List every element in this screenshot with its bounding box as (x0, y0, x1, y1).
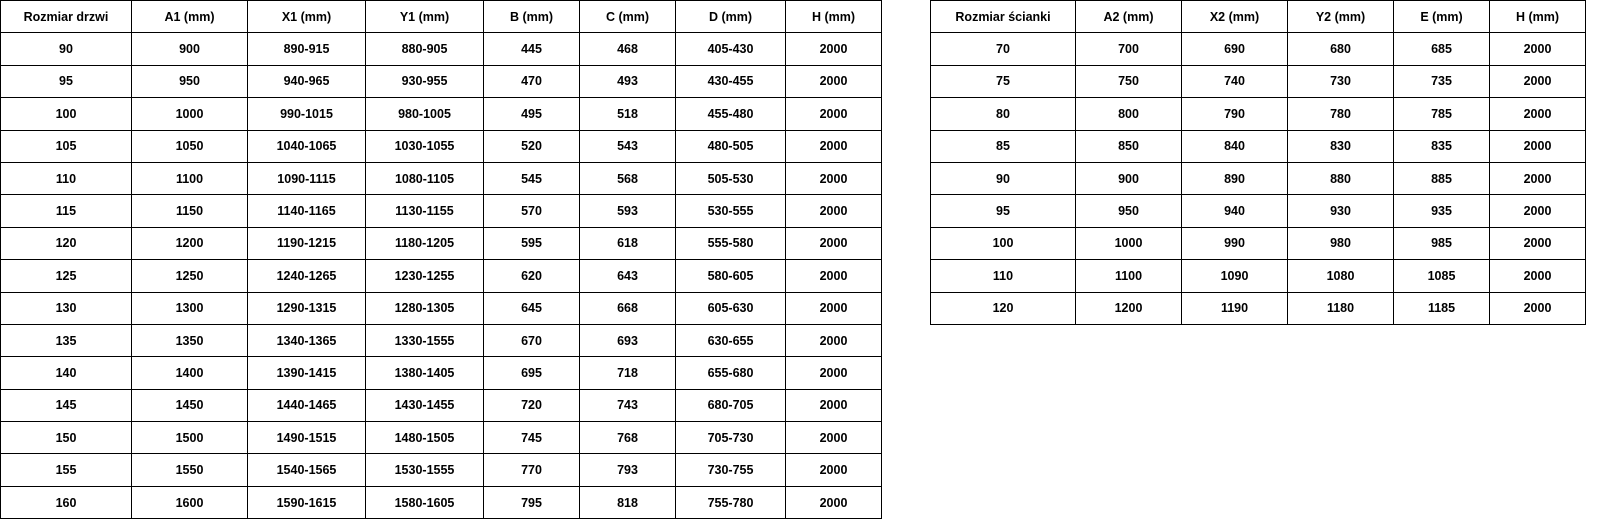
cell: 2000 (786, 98, 882, 130)
cell: 470 (484, 65, 580, 97)
cell: 480-505 (676, 130, 786, 162)
table-row (1, 195, 882, 227)
cell: 593 (580, 195, 676, 227)
cell: 1230-1255 (366, 260, 484, 292)
cell: 570 (484, 195, 580, 227)
cell: 2000 (786, 389, 882, 421)
column-header-x1: X1 (mm) (248, 1, 366, 33)
cell: 1180 (1288, 292, 1394, 324)
cell: 85 (931, 130, 1076, 162)
cell: 1530-1555 (366, 454, 484, 486)
column-header-h: H (mm) (786, 1, 882, 33)
cell: 930 (1288, 195, 1394, 227)
cell: 518 (580, 98, 676, 130)
cell: 1350 (132, 324, 248, 356)
cell: 680 (1288, 33, 1394, 65)
cell: 2000 (786, 454, 882, 486)
cell: 818 (580, 486, 676, 518)
cell: 120 (1, 227, 132, 259)
cell: 115 (1, 195, 132, 227)
cell: 950 (132, 65, 248, 97)
cell: 2000 (786, 292, 882, 324)
cell: 890 (1182, 162, 1288, 194)
column-header-a2: A2 (mm) (1076, 1, 1182, 33)
column-header-h: H (mm) (1490, 1, 1586, 33)
cell: 2000 (1490, 130, 1586, 162)
cell: 935 (1394, 195, 1490, 227)
cell: 595 (484, 227, 580, 259)
column-header-c: C (mm) (580, 1, 676, 33)
cell: 745 (484, 422, 580, 454)
table-row (931, 33, 1586, 65)
cell: 1200 (1076, 292, 1182, 324)
cell: 700 (1076, 33, 1182, 65)
cell: 2000 (1490, 162, 1586, 194)
table-row (1, 292, 882, 324)
column-header-x2: X2 (mm) (1182, 1, 1288, 33)
cell: 793 (580, 454, 676, 486)
column-header-b: B (mm) (484, 1, 580, 33)
cell: 1085 (1394, 260, 1490, 292)
cell: 2000 (1490, 98, 1586, 130)
cell: 2000 (786, 227, 882, 259)
cell: 750 (1076, 65, 1182, 97)
cell: 90 (1, 33, 132, 65)
table-header-row (931, 1, 1586, 33)
table-row (1, 227, 882, 259)
cell: 2000 (786, 162, 882, 194)
cell: 105 (1, 130, 132, 162)
cell: 950 (1076, 195, 1182, 227)
cell: 2000 (786, 130, 882, 162)
cell: 2000 (1490, 227, 1586, 259)
cell: 2000 (786, 357, 882, 389)
cell: 643 (580, 260, 676, 292)
cell: 100 (931, 227, 1076, 259)
column-header-rozmiar-drzwi: Rozmiar drzwi (1, 1, 132, 33)
cell: 1500 (132, 422, 248, 454)
cell: 885 (1394, 162, 1490, 194)
cell: 1440-1465 (248, 389, 366, 421)
cell: 2000 (786, 195, 882, 227)
cell: 95 (1, 65, 132, 97)
cell: 1490-1515 (248, 422, 366, 454)
table-row (931, 260, 1586, 292)
cell: 110 (1, 162, 132, 194)
cell: 2000 (786, 33, 882, 65)
cell: 2000 (786, 324, 882, 356)
cell: 1130-1155 (366, 195, 484, 227)
cell: 990 (1182, 227, 1288, 259)
cell: 430-455 (676, 65, 786, 97)
walls-dimensions-table-container (930, 0, 1586, 325)
cell: 690 (1182, 33, 1288, 65)
cell: 990-1015 (248, 98, 366, 130)
cell: 880-905 (366, 33, 484, 65)
cell: 795 (484, 486, 580, 518)
cell: 840 (1182, 130, 1288, 162)
cell: 718 (580, 357, 676, 389)
cell: 1185 (1394, 292, 1490, 324)
cell: 830 (1288, 130, 1394, 162)
cell: 670 (484, 324, 580, 356)
table-row (931, 65, 1586, 97)
table-row (1, 454, 882, 486)
cell: 1150 (132, 195, 248, 227)
walls-dimensions-table (930, 0, 1586, 325)
cell: 930-955 (366, 65, 484, 97)
cell: 768 (580, 422, 676, 454)
cell: 135 (1, 324, 132, 356)
column-header-y1: Y1 (mm) (366, 1, 484, 33)
cell: 2000 (786, 260, 882, 292)
cell: 1380-1405 (366, 357, 484, 389)
cell: 1240-1265 (248, 260, 366, 292)
doors-table-head (1, 1, 882, 33)
cell: 1100 (132, 162, 248, 194)
cell: 730-755 (676, 454, 786, 486)
cell: 1600 (132, 486, 248, 518)
cell: 1080 (1288, 260, 1394, 292)
table-row (1, 389, 882, 421)
cell: 568 (580, 162, 676, 194)
cell: 1390-1415 (248, 357, 366, 389)
cell: 140 (1, 357, 132, 389)
cell: 1400 (132, 357, 248, 389)
cell: 545 (484, 162, 580, 194)
cell: 2000 (1490, 195, 1586, 227)
cell: 980 (1288, 227, 1394, 259)
table-row (1, 65, 882, 97)
cell: 70 (931, 33, 1076, 65)
cell: 150 (1, 422, 132, 454)
cell: 1450 (132, 389, 248, 421)
table-row (1, 357, 882, 389)
cell: 2000 (786, 65, 882, 97)
cell: 880 (1288, 162, 1394, 194)
cell: 555-580 (676, 227, 786, 259)
cell: 520 (484, 130, 580, 162)
cell: 740 (1182, 65, 1288, 97)
cell: 1280-1305 (366, 292, 484, 324)
cell: 785 (1394, 98, 1490, 130)
cell: 1340-1365 (248, 324, 366, 356)
cell: 850 (1076, 130, 1182, 162)
cell: 120 (931, 292, 1076, 324)
cell: 405-430 (676, 33, 786, 65)
cell: 985 (1394, 227, 1490, 259)
cell: 620 (484, 260, 580, 292)
walls-table-body (931, 33, 1586, 325)
cell: 1540-1565 (248, 454, 366, 486)
cell: 1030-1055 (366, 130, 484, 162)
cell: 1080-1105 (366, 162, 484, 194)
cell: 668 (580, 292, 676, 324)
cell: 1050 (132, 130, 248, 162)
cell: 110 (931, 260, 1076, 292)
cell: 940-965 (248, 65, 366, 97)
cell: 125 (1, 260, 132, 292)
cell: 743 (580, 389, 676, 421)
cell: 1040-1065 (248, 130, 366, 162)
cell: 543 (580, 130, 676, 162)
cell: 655-680 (676, 357, 786, 389)
cell: 1480-1505 (366, 422, 484, 454)
cell: 75 (931, 65, 1076, 97)
cell: 980-1005 (366, 98, 484, 130)
cell: 1550 (132, 454, 248, 486)
cell: 1580-1605 (366, 486, 484, 518)
cell: 940 (1182, 195, 1288, 227)
cell: 95 (931, 195, 1076, 227)
cell: 630-655 (676, 324, 786, 356)
cell: 730 (1288, 65, 1394, 97)
table-row (1, 422, 882, 454)
cell: 1090-1115 (248, 162, 366, 194)
cell: 1330-1555 (366, 324, 484, 356)
cell: 155 (1, 454, 132, 486)
cell: 1000 (132, 98, 248, 130)
cell: 445 (484, 33, 580, 65)
cell: 1000 (1076, 227, 1182, 259)
cell: 80 (931, 98, 1076, 130)
cell: 2000 (1490, 65, 1586, 97)
cell: 1180-1205 (366, 227, 484, 259)
column-header-y2: Y2 (mm) (1288, 1, 1394, 33)
table-row (1, 162, 882, 194)
cell: 1200 (132, 227, 248, 259)
cell: 100 (1, 98, 132, 130)
cell: 2000 (786, 422, 882, 454)
cell: 2000 (1490, 33, 1586, 65)
column-header-rozmiar-scianki: Rozmiar ścianki (931, 1, 1076, 33)
cell: 790 (1182, 98, 1288, 130)
cell: 900 (1076, 162, 1182, 194)
cell: 495 (484, 98, 580, 130)
cell: 605-630 (676, 292, 786, 324)
cell: 1190-1215 (248, 227, 366, 259)
doors-table-body (1, 33, 882, 519)
cell: 2000 (1490, 292, 1586, 324)
cell: 720 (484, 389, 580, 421)
walls-table-head (931, 1, 1586, 33)
cell: 800 (1076, 98, 1182, 130)
cell: 1300 (132, 292, 248, 324)
table-row (1, 324, 882, 356)
cell: 685 (1394, 33, 1490, 65)
table-row (931, 162, 1586, 194)
table-row (931, 292, 1586, 324)
cell: 735 (1394, 65, 1490, 97)
cell: 455-480 (676, 98, 786, 130)
cell: 2000 (786, 486, 882, 518)
cell: 1100 (1076, 260, 1182, 292)
table-header-row (1, 1, 882, 33)
table-row (1, 260, 882, 292)
cell: 835 (1394, 130, 1490, 162)
table-row (931, 227, 1586, 259)
table-row (931, 98, 1586, 130)
cell: 1190 (1182, 292, 1288, 324)
cell: 1290-1315 (248, 292, 366, 324)
table-row (931, 195, 1586, 227)
cell: 145 (1, 389, 132, 421)
cell: 755-780 (676, 486, 786, 518)
cell: 705-730 (676, 422, 786, 454)
cell: 693 (580, 324, 676, 356)
cell: 580-605 (676, 260, 786, 292)
cell: 2000 (1490, 260, 1586, 292)
table-row (1, 98, 882, 130)
cell: 1090 (1182, 260, 1288, 292)
cell: 695 (484, 357, 580, 389)
column-header-a1: A1 (mm) (132, 1, 248, 33)
cell: 900 (132, 33, 248, 65)
column-header-d: D (mm) (676, 1, 786, 33)
cell: 890-915 (248, 33, 366, 65)
cell: 780 (1288, 98, 1394, 130)
cell: 1140-1165 (248, 195, 366, 227)
cell: 160 (1, 486, 132, 518)
cell: 1430-1455 (366, 389, 484, 421)
column-header-e: E (mm) (1394, 1, 1490, 33)
cell: 680-705 (676, 389, 786, 421)
cell: 1590-1615 (248, 486, 366, 518)
table-row (1, 33, 882, 65)
cell: 90 (931, 162, 1076, 194)
cell: 530-555 (676, 195, 786, 227)
cell: 1250 (132, 260, 248, 292)
cell: 493 (580, 65, 676, 97)
cell: 130 (1, 292, 132, 324)
table-row (1, 130, 882, 162)
cell: 645 (484, 292, 580, 324)
cell: 618 (580, 227, 676, 259)
cell: 505-530 (676, 162, 786, 194)
cell: 770 (484, 454, 580, 486)
cell: 468 (580, 33, 676, 65)
table-row (931, 130, 1586, 162)
